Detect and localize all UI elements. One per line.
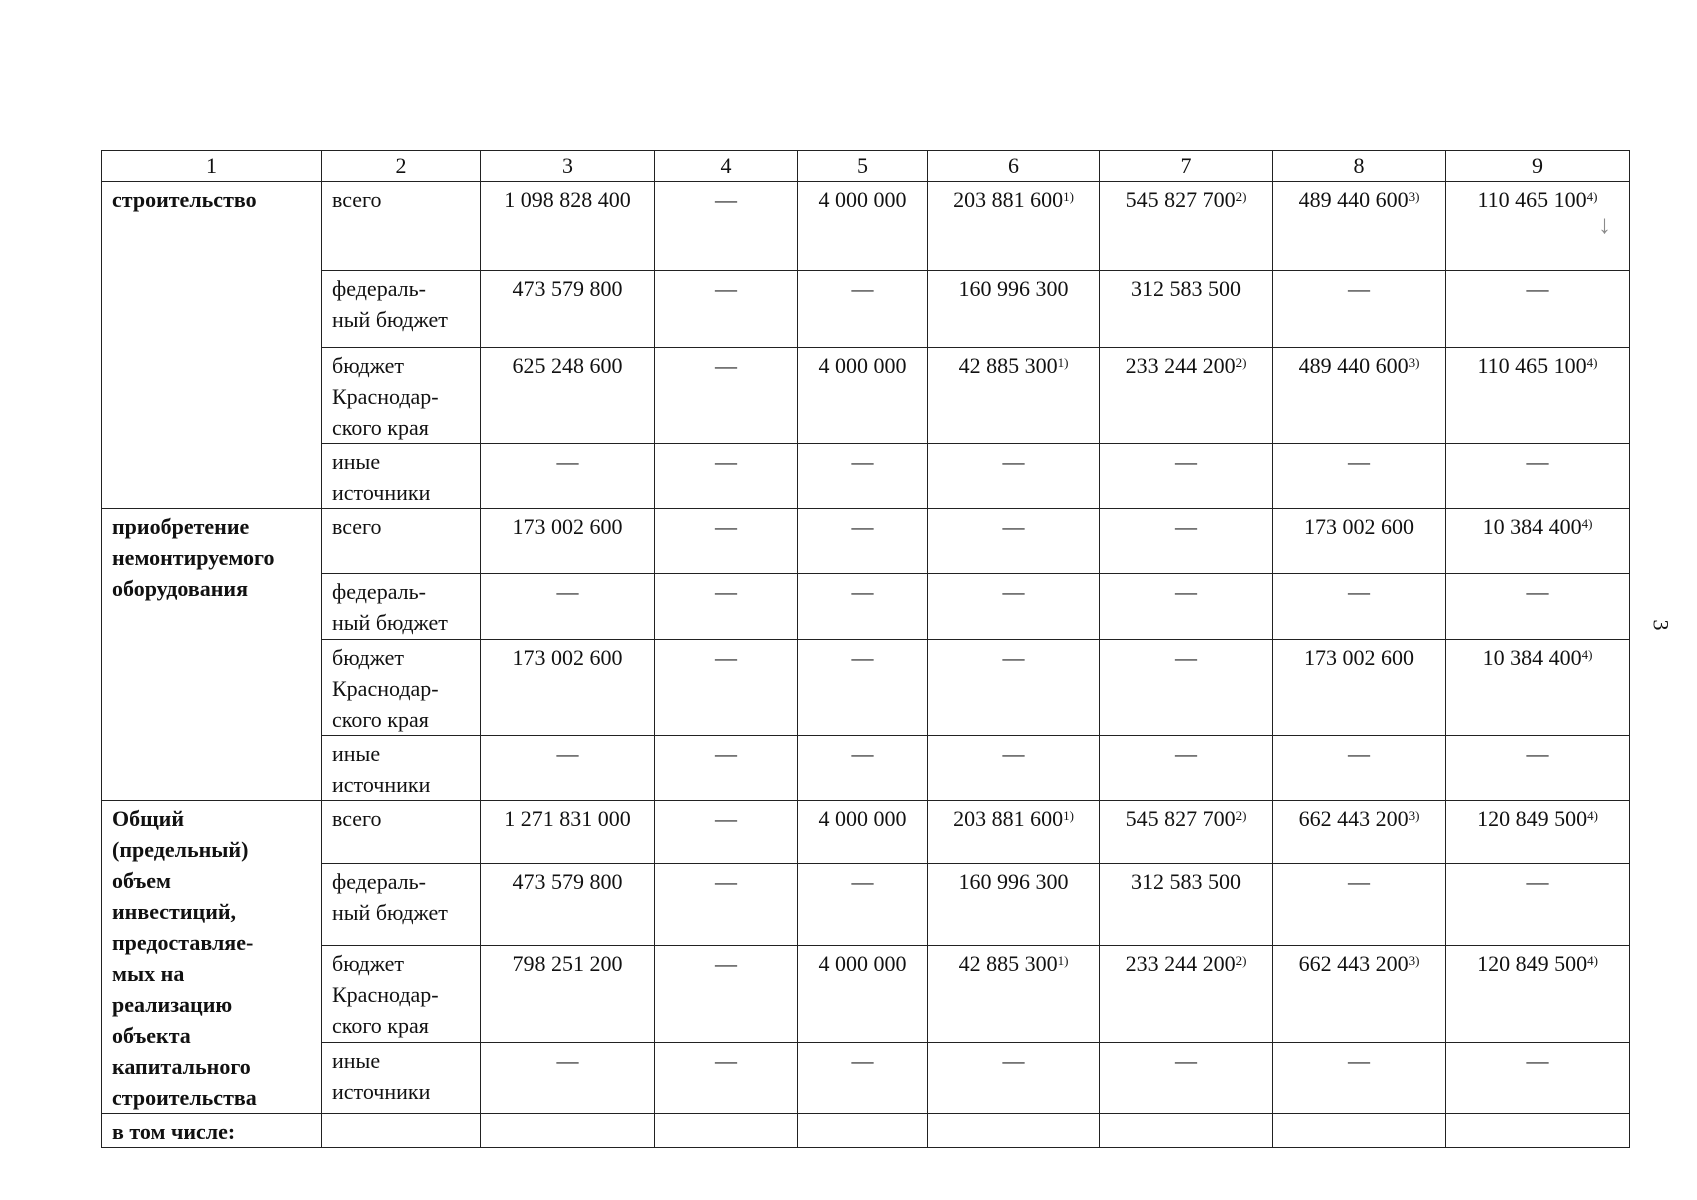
table-row [102, 348, 1630, 444]
empty-dash-cell: — [481, 736, 655, 801]
table-row [102, 509, 1630, 574]
footnote-marker: 2) [1235, 355, 1247, 370]
empty-dash-cell: — [798, 863, 928, 945]
footnote-marker: 4) [1581, 516, 1593, 531]
amount-cell: 203 881 600$^{1)}$ [928, 801, 1100, 864]
amount-cell: 10 384 400$^{4)}$ [1446, 640, 1630, 736]
funding-source: федераль- ный бюджет [322, 863, 481, 945]
table-row [102, 736, 1630, 801]
amount-cell: 489 440 600$^{3)}$ [1273, 182, 1446, 271]
empty-dash-cell: — [928, 574, 1100, 640]
footnote-marker: 3) [1408, 808, 1420, 823]
empty-dash-cell: — [655, 348, 798, 444]
funding-source: всего [322, 182, 481, 271]
funding-source: бюджет Краснодар- ского края [322, 945, 481, 1042]
amount-cell: 160 996 300 [928, 271, 1100, 348]
table-row [102, 640, 1630, 736]
empty-dash-cell: — [481, 574, 655, 640]
amount-cell: 545 827 700$^{2)}$ [1100, 801, 1273, 864]
footnote-marker: 1) [1063, 189, 1074, 204]
table-row [102, 801, 1630, 864]
footnote-marker: 1) [1063, 808, 1074, 823]
amount-cell: 4 000 000 [798, 801, 928, 864]
empty-dash-cell: — [655, 509, 798, 574]
column-header: 6 [928, 151, 1100, 182]
empty-dash-cell: — [798, 271, 928, 348]
empty-dash-cell: — [655, 1043, 798, 1114]
empty-dash-cell: — [928, 640, 1100, 736]
empty-cell [481, 1114, 655, 1148]
amount-cell: 42 885 300$^{1)}$ [928, 348, 1100, 444]
column-header: 1 [102, 151, 322, 182]
empty-dash-cell: — [798, 574, 928, 640]
amount-cell: 10 384 400$^{4)}$ [1446, 509, 1630, 574]
funding-source: бюджет Краснодар- ского края [322, 348, 481, 444]
funding-source: всего [322, 801, 481, 864]
including-label: в том числе: [102, 1114, 322, 1148]
empty-dash-cell: — [655, 801, 798, 864]
amount-cell: 489 440 600$^{3)}$ [1273, 348, 1446, 444]
empty-dash-cell: — [928, 444, 1100, 509]
empty-dash-cell: — [1446, 444, 1630, 509]
footnote-marker: 4) [1586, 189, 1598, 204]
page-number: 3 [1648, 619, 1674, 631]
empty-dash-cell: — [928, 1043, 1100, 1114]
amount-cell: 545 827 700$^{2)}$ [1100, 182, 1273, 271]
empty-dash-cell: — [1446, 271, 1630, 348]
empty-dash-cell: — [655, 574, 798, 640]
empty-dash-cell: — [655, 182, 798, 271]
empty-dash-cell: — [1100, 640, 1273, 736]
column-header: 7 [1100, 151, 1273, 182]
empty-dash-cell: — [1446, 1043, 1630, 1114]
table-row [102, 574, 1630, 640]
empty-cell [655, 1114, 798, 1148]
empty-dash-cell: — [1273, 444, 1446, 509]
footnote-marker: 3) [1408, 952, 1420, 968]
table-row [102, 863, 1630, 945]
empty-dash-cell: — [1100, 736, 1273, 801]
empty-dash-cell: — [1273, 271, 1446, 348]
empty-dash-cell: — [655, 640, 798, 736]
column-header: 4 [655, 151, 798, 182]
amount-cell: 173 002 600 [481, 509, 655, 574]
empty-dash-cell: — [655, 945, 798, 1042]
column-header-row [102, 151, 1630, 182]
footnote-marker: 4) [1586, 355, 1598, 370]
empty-dash-cell: — [1446, 574, 1630, 640]
empty-dash-cell: — [1100, 574, 1273, 640]
investment-table [101, 150, 1630, 1148]
amount-cell: 173 002 600 [1273, 640, 1446, 736]
amount-cell: 233 244 200$^{2)}$ [1100, 348, 1273, 444]
amount-cell: 233 244 200$^{2)}$ [1100, 945, 1273, 1042]
empty-dash-cell: — [1100, 444, 1273, 509]
amount-cell: 4 000 000 [798, 945, 928, 1042]
amount-cell: 42 885 300$^{1)}$ [928, 945, 1100, 1042]
empty-dash-cell: — [1100, 509, 1273, 574]
amount-cell: 4 000 000 [798, 348, 928, 444]
amount-cell: 110 465 100$^{4)}$ [1446, 348, 1630, 444]
amount-cell: 173 002 600 [481, 640, 655, 736]
section-title: Общий (предельный) объем инвестиций, предоставляе- мых на реализацию объекта капитального строительства [102, 801, 322, 1114]
table-row [102, 1043, 1630, 1114]
funding-source: иные источники [322, 736, 481, 801]
empty-dash-cell: — [1446, 736, 1630, 801]
footnote-marker: 4) [1587, 952, 1598, 968]
empty-cell [928, 1114, 1100, 1148]
empty-dash-cell: — [798, 444, 928, 509]
empty-dash-cell: — [1273, 736, 1446, 801]
section-title: приобретение немонтируемого оборудования [102, 509, 322, 801]
footnote-marker: 3) [1408, 355, 1420, 370]
funding-source: всего [322, 509, 481, 574]
footnote-marker: 4) [1587, 808, 1598, 823]
amount-cell: 1 271 831 000 [481, 801, 655, 864]
amount-cell: 120 849 500$^{4)}$ [1446, 801, 1630, 864]
empty-dash-cell: — [1446, 863, 1630, 945]
amount-cell: 312 583 500 [1100, 271, 1273, 348]
column-header: 9 [1446, 151, 1630, 182]
footnote-marker: 2) [1235, 808, 1247, 823]
empty-cell [322, 1114, 481, 1148]
section-title: строительство [102, 182, 322, 509]
table-row [102, 271, 1630, 348]
empty-dash-cell: — [798, 509, 928, 574]
empty-dash-cell: — [481, 444, 655, 509]
footnote-marker: 1) [1057, 952, 1069, 968]
amount-cell: 173 002 600 [1273, 509, 1446, 574]
empty-dash-cell: — [798, 736, 928, 801]
empty-cell [1273, 1114, 1446, 1148]
amount-cell: 160 996 300 [928, 863, 1100, 945]
empty-dash-cell: — [1273, 863, 1446, 945]
empty-dash-cell: — [1273, 1043, 1446, 1114]
amount-cell: 662 443 200$^{3)}$ [1273, 945, 1446, 1042]
amount-cell: 312 583 500 [1100, 863, 1273, 945]
empty-dash-cell: — [481, 1043, 655, 1114]
empty-dash-cell: — [655, 444, 798, 509]
column-header: 5 [798, 151, 928, 182]
empty-dash-cell: — [655, 863, 798, 945]
empty-cell [1100, 1114, 1273, 1148]
column-header: 8 [1273, 151, 1446, 182]
funding-source: федераль- ный бюджет [322, 574, 481, 640]
empty-dash-cell: — [655, 271, 798, 348]
amount-cell: 110 465 100$^{4)}$ [1446, 182, 1630, 271]
footer-row [102, 1114, 1630, 1148]
footnote-marker: 2) [1235, 952, 1247, 968]
footnote-marker: 4) [1581, 647, 1593, 662]
funding-source: иные источники [322, 444, 481, 509]
amount-cell: 4 000 000 [798, 182, 928, 271]
footnote-marker: 2) [1235, 189, 1247, 204]
amount-cell: 625 248 600 [481, 348, 655, 444]
table-row [102, 945, 1630, 1042]
amount-cell: 1 098 828 400 [481, 182, 655, 271]
funding-source: иные источники [322, 1043, 481, 1114]
empty-dash-cell: — [928, 736, 1100, 801]
footnote-marker: 1) [1057, 355, 1069, 370]
empty-dash-cell: — [928, 509, 1100, 574]
empty-dash-cell: — [1100, 1043, 1273, 1114]
empty-cell [798, 1114, 928, 1148]
empty-dash-cell: — [798, 1043, 928, 1114]
column-header: 2 [322, 151, 481, 182]
empty-dash-cell: — [1273, 574, 1446, 640]
amount-cell: 662 443 200$^{3)}$ [1273, 801, 1446, 864]
amount-cell: 473 579 800 [481, 271, 655, 348]
table-row [102, 182, 1630, 271]
table-row [102, 444, 1630, 509]
funding-source: федераль- ный бюджет [322, 271, 481, 348]
amount-cell: 798 251 200 [481, 945, 655, 1042]
empty-dash-cell: — [655, 736, 798, 801]
funding-source: бюджет Краснодар- ского края [322, 640, 481, 736]
empty-cell [1446, 1114, 1630, 1148]
empty-dash-cell: — [798, 640, 928, 736]
column-header: 3 [481, 151, 655, 182]
amount-cell: 120 849 500$^{4)}$ [1446, 945, 1630, 1042]
handwritten-arrow-mark: ↓ [1598, 210, 1611, 239]
amount-cell: 203 881 600$^{1)}$ [928, 182, 1100, 271]
amount-cell: 473 579 800 [481, 863, 655, 945]
footnote-marker: 3) [1408, 189, 1420, 204]
